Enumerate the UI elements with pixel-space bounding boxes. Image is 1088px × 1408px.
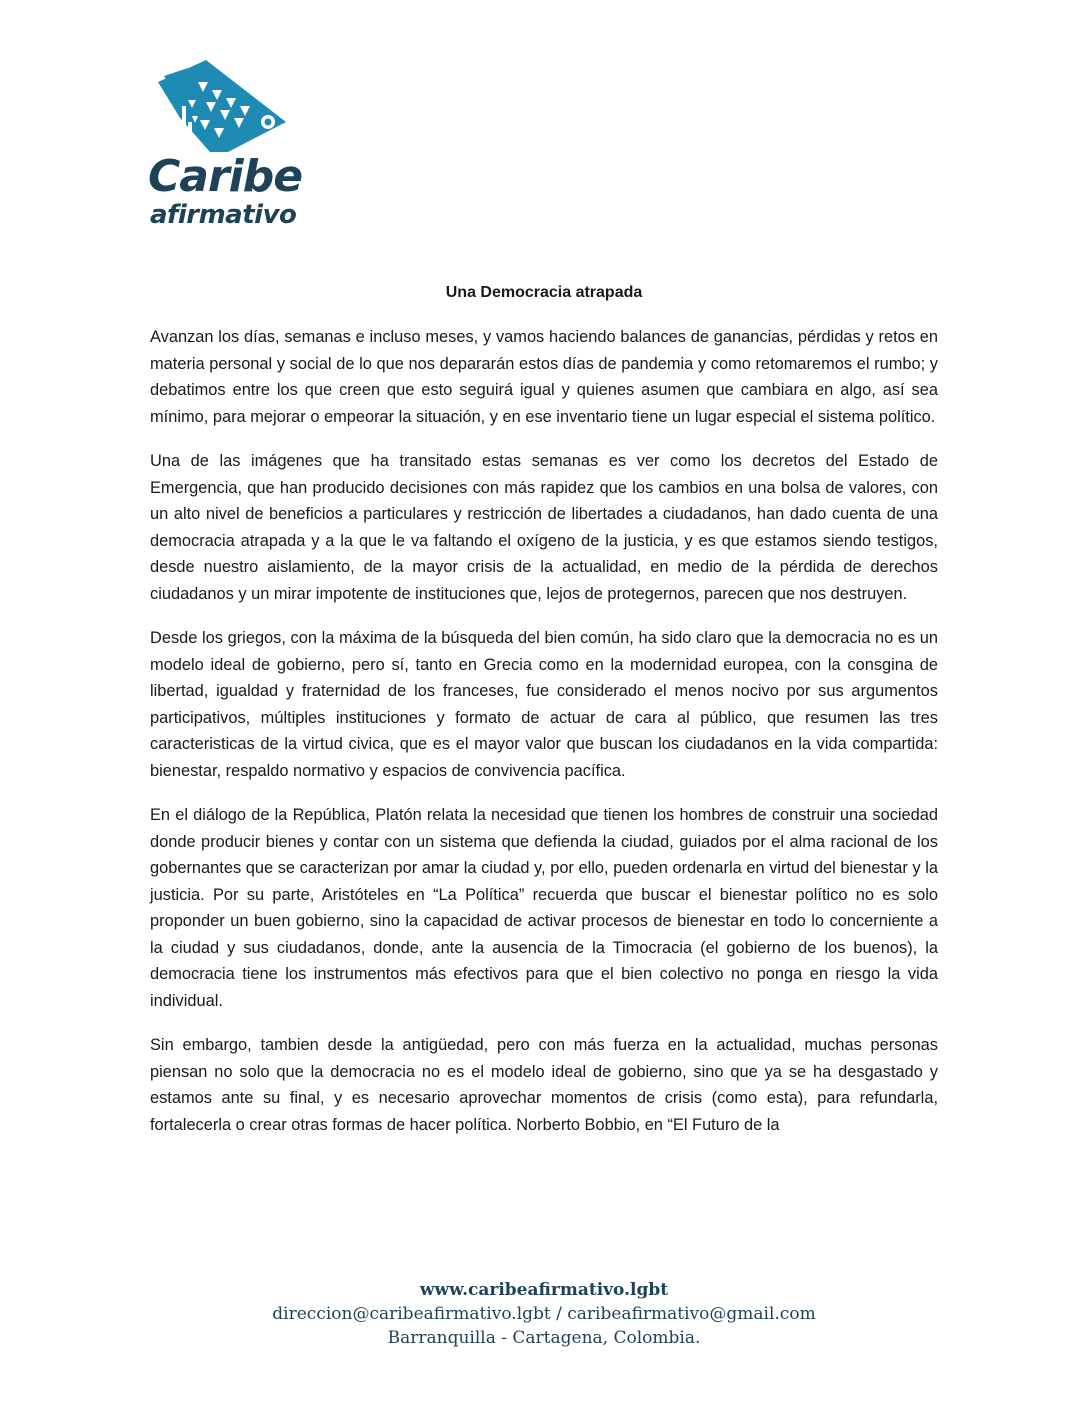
paragraph-3: Desde los griegos, con la máxima de la búsqueda del bien común, ha sido claro que la democracia no es un modelo ideal de gobierno, pero sí, tanto en Grecia como en la modernidad europea, con la consgina de libertad, igualdad y fraternidad de los franceses, fue considerado el menos nocivo por sus argumentos participativos, múltiples instituciones y formato de actuar de cara al público, que resumen las tres caracteristicas de la virtud civica, que es el mayor valor que buscan los ciudadanos en la vida compartida: bienestar, respaldo normativo y espacios de convivencia pacífica. — [150, 629, 938, 780]
footer-emails: direccion@caribeafirmativo.lgbt / caribeafirmativo@gmail.com — [272, 1304, 816, 1324]
paragraph-5: Sin embargo, tambien desde la antigüedad, pero con más fuerza en la actualidad, muchas personas piensan no solo que la democracia no es el modelo ideal de gobierno, sino que ya se ha desgastado y estamos ante su final, y es necesario aprovechar momentos de crisis (como esta), para refundarla, fortalecerla o crear otras formas de hacer política. Norberto Bobbio, en “El Futuro de la — [150, 1036, 938, 1134]
paragraph-4: En el diálogo de la República, Platón relata la necesidad que tienen los hombres de construir una sociedad donde producir bienes y contar con un sistema que defienda la ciudad, guiados por el alma racional de los gobernantes que se caracterizan por amar la ciudad y, por ello, pueden ordenarla en virtud del bienestar y la justicia. Por su parte, Aristóteles en “La Política” recuerda que buscar el bienestar político no es solo proponder un buen gobierno, sino la capacidad de activar procesos de bienestar en todo lo concerniente a la ciudad y sus ciudadanos, donde, ante la ausencia de la Timocracia (el gobierno de los buenos), la democracia tiene los instrumentos más efectivos para que el bien colectivo no ponga en riesgo la vida individual. — [150, 806, 938, 1010]
footer-website: www.caribeafirmativo.lgbt — [419, 1280, 669, 1300]
document-body — [150, 324, 938, 1156]
page-footer — [0, 1278, 1088, 1350]
fish-logo-icon — [158, 60, 288, 155]
paragraph-2: Una de las imágenes que ha transitado estas semanas es ver como los decretos del Estado de Emergencia, que han producido decisiones con más rapidez que los cambios en una bolsa de valores, con un alto nivel de beneficios a particulares y restricción de libertades a ciudadanos, han dado cuenta de una democracia atrapada y a la que le va faltando el oxígeno de la justicia, y es que estamos siendo testigos, desde nuestro aislamiento, de la mayor crisis de la actualidad, en medio de la pérdida de derechos ciudadanos y un mirar impotente de instituciones que, lejos de protegernos, parecen que nos destruyen. — [150, 452, 938, 603]
logo-wordmark-afirmativo: afirmativo — [150, 200, 297, 230]
paragraph-1: Avanzan los días, semanas e incluso meses, y vamos haciendo balances de ganancias, pérdidas y retos en materia personal y social de lo que nos depararán estos días de pandemia y como retomaremos el rumbo; y debatimos entre los que creen que esto seguirá igual y quienes asumen que cambiara en algo, así sea mínimo, para mejorar o empeorar la situación, y en ese inventario tiene un lugar especial el sistema político. — [150, 328, 938, 426]
document-title: Una Democracia atrapada — [445, 284, 643, 301]
footer-location: Barranquilla - Cartagena, Colombia. — [387, 1328, 701, 1348]
organization-logo — [148, 60, 303, 230]
logo-wordmark-caribe: Caribe — [148, 151, 303, 202]
